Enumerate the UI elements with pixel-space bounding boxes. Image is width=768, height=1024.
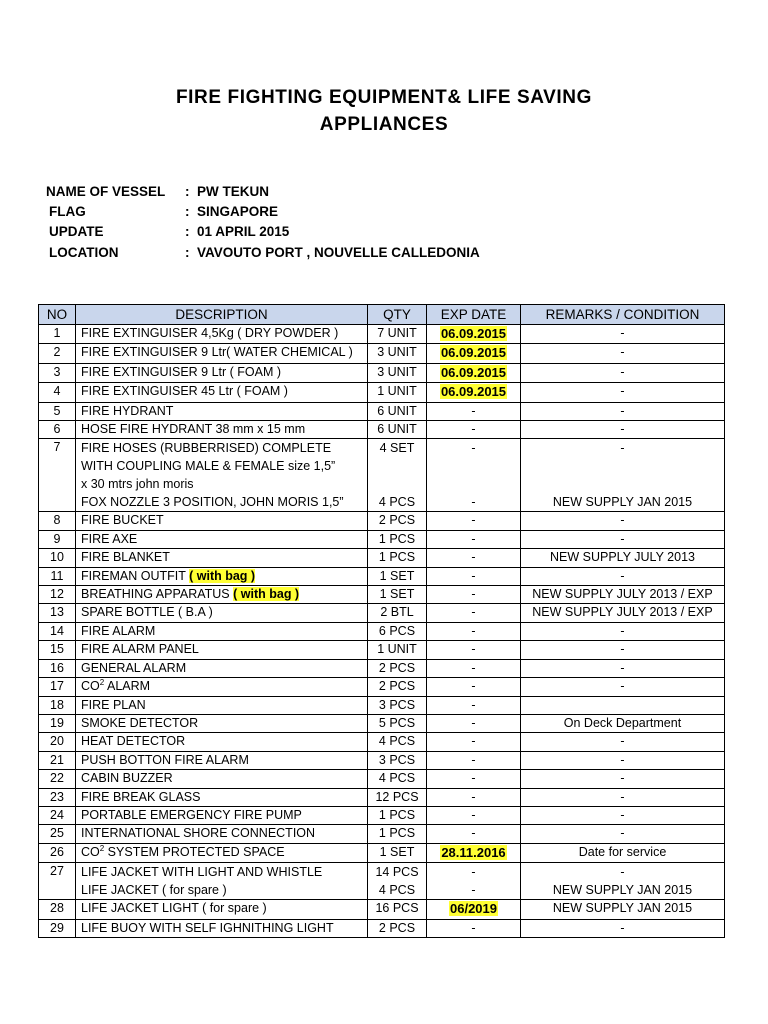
info-colon: : xyxy=(185,184,190,199)
cell-qty: 3 PCS xyxy=(368,696,427,714)
cell-exp-date: - xyxy=(427,825,521,843)
cell-no: 2 xyxy=(39,344,76,363)
cell-exp-date xyxy=(427,363,521,382)
cell-description-line: FOX NOZZLE 3 POSITION, JOHN MORIS 1,5” xyxy=(81,495,344,510)
exp-date-highlight: 06/2019 xyxy=(450,901,497,917)
cell-exp-date xyxy=(427,863,521,900)
cell-description xyxy=(76,825,368,843)
cell-qty: 1 PCS xyxy=(368,825,427,843)
cell-qty: 6 PCS xyxy=(368,622,427,640)
cell-no: 14 xyxy=(39,622,76,640)
cell-no: 25 xyxy=(39,825,76,843)
description-text: INTERNATIONAL SHORE CONNECTION xyxy=(81,826,316,841)
cell-remarks: - xyxy=(521,825,725,843)
cell-remarks: NEW SUPPLY JULY 2013 / EXP xyxy=(521,604,725,622)
cell-remarks xyxy=(521,696,725,714)
cell-no: 4 xyxy=(39,383,76,402)
table-row xyxy=(39,825,725,843)
cell-exp-date: - xyxy=(427,733,521,751)
description-text: SYSTEM PROTECTED SPACE xyxy=(104,844,285,859)
cell-description xyxy=(76,788,368,806)
header-exp-date: EXP DATE xyxy=(427,305,521,325)
cell-remarks: - xyxy=(521,919,725,937)
cell-description-line: FIRE HOSES (RUBBERRISED) COMPLETE xyxy=(81,441,332,456)
cell-exp-date xyxy=(427,383,521,402)
cell-remarks: NEW SUPPLY JAN 2015 xyxy=(521,900,725,919)
cell-no: 28 xyxy=(39,900,76,919)
cell-description xyxy=(76,549,368,567)
cell-description xyxy=(76,751,368,769)
cell-exp-date: - xyxy=(427,567,521,585)
cell-description xyxy=(76,863,368,900)
cell-exp-date xyxy=(427,439,521,512)
cell-exp-date-line: - xyxy=(471,865,476,880)
cell-exp-date: - xyxy=(427,788,521,806)
cell-qty: 6 UNIT xyxy=(368,421,427,439)
description-text: HEAT DETECTOR xyxy=(81,734,186,749)
cell-description xyxy=(76,806,368,824)
cell-description xyxy=(76,383,368,402)
cell-no: 27 xyxy=(39,863,76,900)
cell-no: 16 xyxy=(39,659,76,677)
table-row xyxy=(39,439,725,512)
cell-qty xyxy=(368,439,427,512)
table-row xyxy=(39,402,725,420)
cell-no: 13 xyxy=(39,604,76,622)
description-text: BREATHING APPARATUS xyxy=(81,587,234,602)
document-title-line2: APPLIANCES xyxy=(319,114,449,135)
cell-remarks-line: - xyxy=(620,865,625,880)
info-label: UPDATE xyxy=(49,224,104,239)
cell-exp-date-line xyxy=(427,457,520,475)
info-value: VAVOUTO PORT , NOUVELLE CALLEDONIA xyxy=(197,245,480,260)
cell-description xyxy=(76,586,368,604)
cell-remarks: - xyxy=(521,325,725,344)
description-prefix: CO xyxy=(81,844,100,859)
cell-qty-line: 4 PCS xyxy=(378,495,416,510)
cell-exp-date: - xyxy=(427,659,521,677)
info-value: PW TEKUN xyxy=(197,184,269,199)
table-row xyxy=(39,863,725,900)
superscript-2: 2 xyxy=(99,678,105,688)
table-header-row xyxy=(39,305,725,325)
cell-qty: 5 PCS xyxy=(368,714,427,732)
table-row xyxy=(39,512,725,530)
info-colon: : xyxy=(185,204,190,219)
cell-description xyxy=(76,622,368,640)
cell-exp-date-line: - xyxy=(471,883,476,898)
cell-description-line: WITH COUPLING MALE & FEMALE size 1,5” xyxy=(81,459,336,474)
table-row xyxy=(39,900,725,919)
cell-exp-date: - xyxy=(427,604,521,622)
cell-exp-date-line: - xyxy=(471,495,476,510)
table-row xyxy=(39,659,725,677)
table-row xyxy=(39,678,725,696)
cell-exp-date: - xyxy=(427,512,521,530)
info-value: 01 APRIL 2015 xyxy=(197,224,290,239)
header-no: NO xyxy=(39,305,76,325)
cell-qty: 16 PCS xyxy=(368,900,427,919)
cell-remarks-line: NEW SUPPLY JAN 2015 xyxy=(552,495,693,510)
cell-description xyxy=(76,919,368,937)
cell-no: 23 xyxy=(39,788,76,806)
cell-description xyxy=(76,325,368,344)
cell-exp-date: - xyxy=(427,770,521,788)
cell-qty: 1 SET xyxy=(368,843,427,862)
cell-qty-line xyxy=(368,457,426,475)
cell-qty: 3 UNIT xyxy=(368,344,427,363)
cell-exp-date: - xyxy=(427,402,521,420)
info-value: SINGAPORE xyxy=(197,204,279,219)
table-row xyxy=(39,770,725,788)
table-row xyxy=(39,586,725,604)
cell-description xyxy=(76,604,368,622)
description-text: SMOKE DETECTOR xyxy=(81,715,199,730)
description-text: FIRE BLANKET xyxy=(81,550,170,565)
cell-description xyxy=(76,696,368,714)
cell-remarks: - xyxy=(521,344,725,363)
cell-exp-date: - xyxy=(427,549,521,567)
cell-description xyxy=(76,659,368,677)
description-text: FIRE EXTINGUISER 9 Ltr( WATER CHEMICAL ) xyxy=(81,345,353,360)
cell-no: 21 xyxy=(39,751,76,769)
cell-qty: 3 PCS xyxy=(368,751,427,769)
description-text: GENERAL ALARM xyxy=(81,660,187,675)
table-row xyxy=(39,344,725,363)
table-row xyxy=(39,733,725,751)
cell-remarks: NEW SUPPLY JULY 2013 / EXP xyxy=(521,586,725,604)
cell-remarks: - xyxy=(521,567,725,585)
cell-no: 20 xyxy=(39,733,76,751)
table-row xyxy=(39,325,725,344)
cell-exp-date: - xyxy=(427,806,521,824)
cell-no: 7 xyxy=(39,439,76,512)
cell-qty: 4 PCS xyxy=(368,770,427,788)
cell-exp-date: - xyxy=(427,678,521,696)
cell-no: 26 xyxy=(39,843,76,862)
cell-no: 5 xyxy=(39,402,76,420)
table-row xyxy=(39,363,725,382)
table-row xyxy=(39,383,725,402)
cell-description-line: LIFE JACKET WITH LIGHT AND WHISTLE xyxy=(81,865,323,880)
cell-exp-date: - xyxy=(427,586,521,604)
cell-remarks-line: NEW SUPPLY JAN 2015 xyxy=(552,883,693,898)
cell-no: 11 xyxy=(39,567,76,585)
table-row xyxy=(39,751,725,769)
cell-qty-line: 4 PCS xyxy=(378,883,416,898)
cell-description xyxy=(76,678,368,696)
description-text: FIRE ALARM PANEL xyxy=(81,642,199,657)
cell-no: 29 xyxy=(39,919,76,937)
cell-remarks: On Deck Department xyxy=(521,714,725,732)
cell-qty: 7 UNIT xyxy=(368,325,427,344)
cell-qty-line xyxy=(368,475,426,493)
cell-exp-date: - xyxy=(427,622,521,640)
table-row xyxy=(39,696,725,714)
cell-qty: 2 PCS xyxy=(368,678,427,696)
cell-remarks: - xyxy=(521,530,725,548)
cell-description xyxy=(76,439,368,512)
cell-description xyxy=(76,770,368,788)
equipment-table xyxy=(38,304,725,938)
cell-description-line: x 30 mtrs john moris xyxy=(81,477,194,492)
cell-no: 19 xyxy=(39,714,76,732)
cell-remarks: - xyxy=(521,421,725,439)
cell-remarks-line xyxy=(521,457,724,475)
cell-exp-date xyxy=(427,843,521,862)
cell-remarks: - xyxy=(521,363,725,382)
description-prefix: CO xyxy=(81,679,100,694)
table-row xyxy=(39,604,725,622)
description-text: PUSH BOTTON FIRE ALARM xyxy=(81,752,249,767)
table-row xyxy=(39,421,725,439)
description-text: CABIN BUZZER xyxy=(81,771,173,786)
cell-remarks: - xyxy=(521,641,725,659)
cell-no: 17 xyxy=(39,678,76,696)
cell-qty: 1 SET xyxy=(368,567,427,585)
cell-exp-date: - xyxy=(427,421,521,439)
table-row xyxy=(39,714,725,732)
cell-remarks xyxy=(521,439,725,512)
cell-exp-date xyxy=(427,344,521,363)
cell-qty-line: 4 SET xyxy=(379,441,415,456)
cell-qty: 12 PCS xyxy=(368,788,427,806)
cell-description xyxy=(76,843,368,862)
cell-remarks: - xyxy=(521,751,725,769)
document-title-line1: FIRE FIGHTING EQUIPMENT& LIFE SAVING xyxy=(175,87,593,108)
description-text: FIRE ALARM xyxy=(81,623,156,638)
description-text: FIRE HYDRANT xyxy=(81,403,174,418)
cell-no: 9 xyxy=(39,530,76,548)
table-row xyxy=(39,788,725,806)
cell-remarks: - xyxy=(521,402,725,420)
table-row xyxy=(39,806,725,824)
cell-description xyxy=(76,641,368,659)
cell-qty: 6 UNIT xyxy=(368,402,427,420)
cell-remarks: - xyxy=(521,678,725,696)
cell-no: 12 xyxy=(39,586,76,604)
cell-remarks: - xyxy=(521,770,725,788)
cell-remarks: - xyxy=(521,788,725,806)
cell-remarks: - xyxy=(521,659,725,677)
cell-exp-date xyxy=(427,900,521,919)
table-row xyxy=(39,641,725,659)
cell-qty xyxy=(368,863,427,900)
cell-description xyxy=(76,714,368,732)
cell-no: 18 xyxy=(39,696,76,714)
table-row xyxy=(39,919,725,937)
description-text: FIREMAN OUTFIT xyxy=(81,568,190,583)
description-text: PORTABLE EMERGENCY FIRE PUMP xyxy=(81,807,302,822)
cell-remarks: NEW SUPPLY JULY 2013 xyxy=(521,549,725,567)
cell-exp-date: - xyxy=(427,696,521,714)
exp-date-highlight: 28.11.2016 xyxy=(441,844,506,860)
info-label: FLAG xyxy=(49,204,86,219)
info-label: NAME OF VESSEL xyxy=(46,184,166,199)
cell-description xyxy=(76,530,368,548)
description-highlight: ( with bag ) xyxy=(189,568,256,583)
cell-exp-date: - xyxy=(427,641,521,659)
cell-exp-date: - xyxy=(427,751,521,769)
description-highlight: ( with bag ) xyxy=(233,587,300,602)
cell-description xyxy=(76,900,368,919)
cell-qty: 4 PCS xyxy=(368,733,427,751)
cell-description xyxy=(76,402,368,420)
cell-no: 6 xyxy=(39,421,76,439)
cell-qty-line: 14 PCS xyxy=(375,865,419,880)
cell-qty: 1 PCS xyxy=(368,530,427,548)
cell-description xyxy=(76,363,368,382)
cell-qty: 3 UNIT xyxy=(368,363,427,382)
exp-date-highlight: 06.09.2015 xyxy=(440,384,507,400)
cell-description xyxy=(76,512,368,530)
cell-no: 10 xyxy=(39,549,76,567)
cell-qty: 2 PCS xyxy=(368,512,427,530)
info-colon: : xyxy=(185,224,190,239)
cell-description-line: LIFE JACKET ( for spare ) xyxy=(81,883,227,898)
description-text: FIRE BUCKET xyxy=(81,513,164,528)
header-description: DESCRIPTION xyxy=(76,305,368,325)
description-text: FIRE BREAK GLASS xyxy=(81,789,201,804)
cell-remarks: Date for service xyxy=(521,843,725,862)
description-text: FIRE AXE xyxy=(81,531,138,546)
cell-qty: 1 UNIT xyxy=(368,641,427,659)
cell-remarks xyxy=(521,863,725,900)
header-qty: QTY xyxy=(368,305,427,325)
cell-exp-date-line: - xyxy=(471,441,476,456)
cell-no: 24 xyxy=(39,806,76,824)
cell-remarks-line: - xyxy=(620,441,625,456)
cell-remarks: - xyxy=(521,622,725,640)
cell-exp-date: - xyxy=(427,919,521,937)
cell-remarks-line xyxy=(521,475,724,493)
cell-qty: 2 PCS xyxy=(368,659,427,677)
cell-qty: 2 PCS xyxy=(368,919,427,937)
cell-exp-date xyxy=(427,325,521,344)
table-body xyxy=(39,325,725,938)
description-text: FIRE EXTINGUISER 9 Ltr ( FOAM ) xyxy=(81,364,282,379)
cell-no: 1 xyxy=(39,325,76,344)
cell-exp-date-line xyxy=(427,475,520,493)
description-text: FIRE EXTINGUISER 4,5Kg ( DRY POWDER ) xyxy=(81,326,339,340)
cell-remarks: - xyxy=(521,383,725,402)
cell-exp-date: - xyxy=(427,714,521,732)
cell-remarks: - xyxy=(521,733,725,751)
cell-description xyxy=(76,344,368,363)
cell-no: 8 xyxy=(39,512,76,530)
cell-remarks: - xyxy=(521,806,725,824)
table-row xyxy=(39,567,725,585)
table-row xyxy=(39,549,725,567)
superscript-2: 2 xyxy=(99,843,105,853)
cell-description xyxy=(76,421,368,439)
exp-date-highlight: 06.09.2015 xyxy=(440,345,507,361)
table-row xyxy=(39,843,725,862)
info-colon: : xyxy=(185,245,190,260)
table-row xyxy=(39,622,725,640)
exp-date-highlight: 06.09.2015 xyxy=(440,326,507,341)
cell-description xyxy=(76,733,368,751)
cell-exp-date: - xyxy=(427,530,521,548)
cell-qty: 2 BTL xyxy=(368,604,427,622)
cell-description xyxy=(76,567,368,585)
description-text: HOSE FIRE HYDRANT 38 mm x 15 mm xyxy=(81,422,306,437)
cell-qty: 1 UNIT xyxy=(368,383,427,402)
cell-no: 3 xyxy=(39,363,76,382)
exp-date-highlight: 06.09.2015 xyxy=(440,364,507,380)
cell-qty: 1 PCS xyxy=(368,806,427,824)
table-row xyxy=(39,530,725,548)
cell-no: 22 xyxy=(39,770,76,788)
cell-remarks: - xyxy=(521,512,725,530)
description-text: FIRE PLAN xyxy=(81,697,146,712)
description-text: SPARE BOTTLE ( B.A ) xyxy=(81,605,213,620)
description-text: ALARM xyxy=(104,679,151,694)
description-text: LIFE JACKET LIGHT ( for spare ) xyxy=(81,901,267,916)
cell-qty: 1 SET xyxy=(368,586,427,604)
description-text: FIRE EXTINGUISER 45 Ltr ( FOAM ) xyxy=(81,384,288,399)
header-remarks: REMARKS / CONDITION xyxy=(521,305,725,325)
info-label: LOCATION xyxy=(49,245,119,260)
cell-qty: 1 PCS xyxy=(368,549,427,567)
description-text: LIFE BUOY WITH SELF IGHNITHING LIGHT xyxy=(81,920,334,935)
cell-no: 15 xyxy=(39,641,76,659)
